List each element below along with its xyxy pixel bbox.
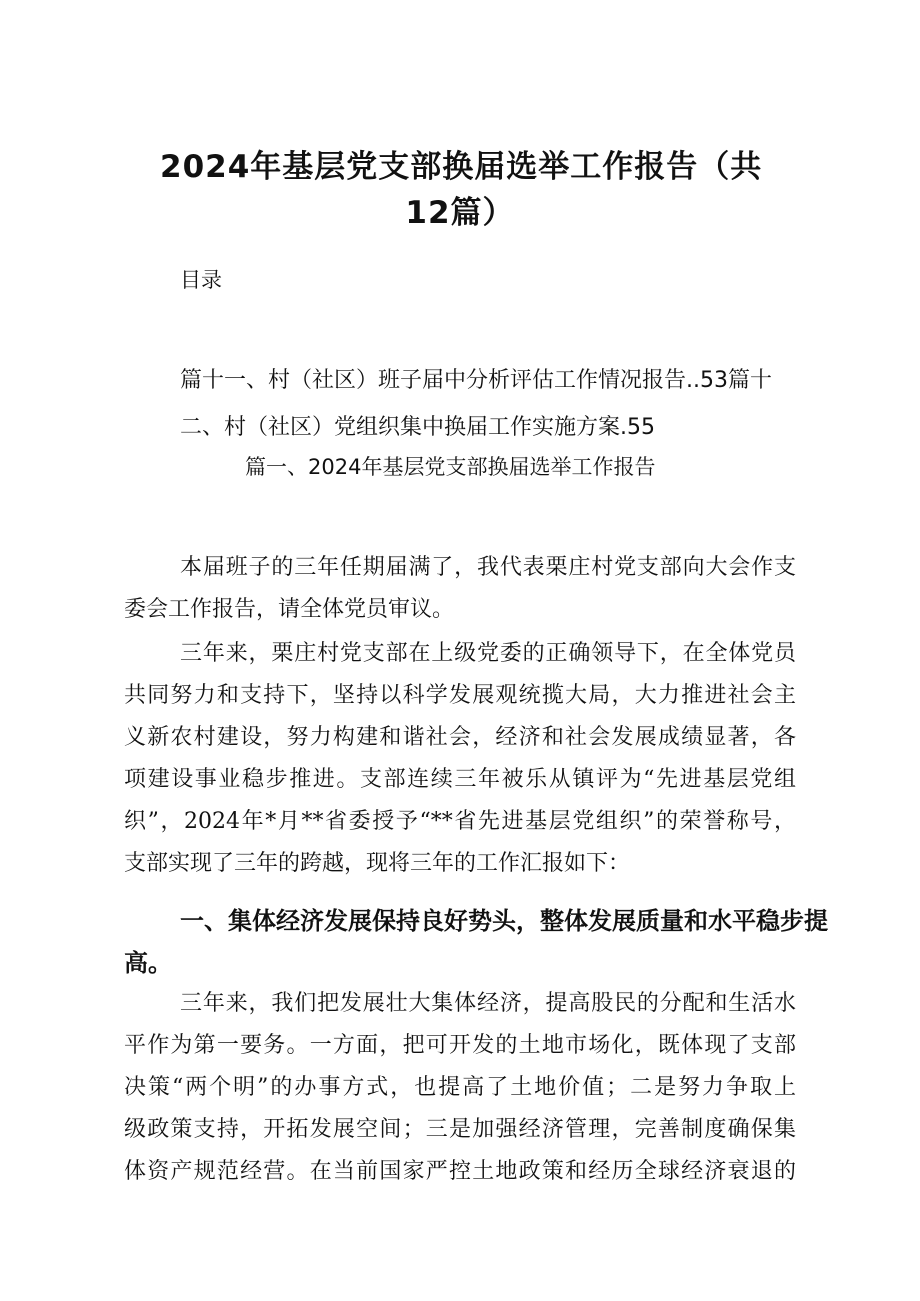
paragraph-line: 平作为第一要务。一方面，把可开发的土地市场化，既体现了支部 [124, 1033, 796, 1058]
paragraph-line: 三年来，我们把发展壮大集体经济，提高股民的分配和生活水 [180, 991, 796, 1016]
section-heading-line-1: 一、集体经济发展保持良好势头，整体发展质量和水平稳步提 [180, 907, 828, 935]
document-title-line-1: 2024年基层党支部换届选举工作报告（共 [160, 149, 763, 185]
paragraph-line: 体资产规范经营。在当前国家严控土地政策和经历全球经济衰退的 [124, 1159, 796, 1184]
paragraph-line: 织”，2024年*月**省委授予“**省先进基层党组织”的荣誉称号， [124, 809, 796, 834]
paragraph-line: 义新农村建设，努力构建和谐社会，经济和社会发展成绩显著，各 [124, 725, 796, 750]
toc-entry-line-1: 篇十一、村（社区）班子届中分析评估工作情况报告..53篇十 [180, 368, 772, 393]
paragraph-line: 三年来，栗庄村党支部在上级党委的正确领导下，在全体党员 [180, 641, 796, 666]
section-title: 篇一、2024年基层党支部换届选举工作报告 [245, 455, 656, 479]
paragraph-line: 共同努力和支持下，坚持以科学发展观统揽大局，大力推进社会主 [124, 683, 796, 708]
section-heading-line-2: 高。 [124, 949, 172, 977]
paragraph-line: 本届班子的三年任期届满了，我代表栗庄村党支部向大会作支 [180, 555, 796, 580]
toc-heading: 目录 [180, 268, 222, 292]
paragraph-line: 委会工作报告，请全体党员审议。 [124, 597, 455, 622]
document-title-line-2: 12篇） [405, 195, 515, 231]
paragraph-line: 决策“两个明”的办事方式，也提高了土地价值；二是努力争取上 [124, 1075, 796, 1100]
paragraph-line: 项建设事业稳步推进。支部连续三年被乐从镇评为“先进基层党组 [124, 767, 796, 792]
paragraph-line: 级政策支持，开拓发展空间；三是加强经济管理，完善制度确保集 [124, 1117, 796, 1142]
paragraph-line: 支部实现了三年的跨越，现将三年的工作汇报如下： [124, 851, 631, 876]
toc-entry-line-2: 二、村（社区）党组织集中换届工作实施方案.55 [180, 415, 655, 440]
